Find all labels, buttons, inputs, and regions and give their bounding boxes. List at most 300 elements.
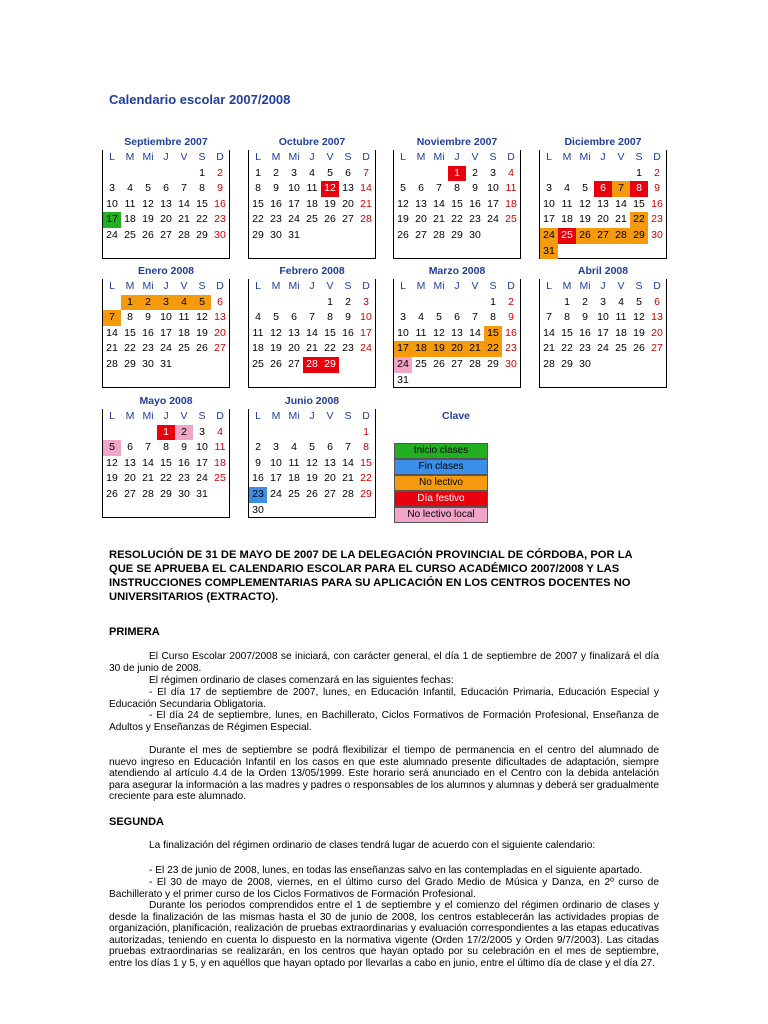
day-cell: 24 [360,342,372,355]
day-cell: 29 [451,228,463,241]
month-calendar [539,265,667,388]
empty-cell [394,295,412,311]
weekday-header: L [400,151,406,163]
day-cell: 8 [327,311,333,324]
day-cell: 15 [196,197,208,210]
day-cell: 5 [273,311,279,324]
day-cell: 19 [270,342,282,355]
day-cell: 28 [303,357,321,373]
day-cell: 20 [124,472,136,485]
day-cell: 15 [451,197,463,210]
day-cell: 27 [594,228,612,244]
day-cell: 12 [633,311,645,324]
day-cell: 20 [160,213,172,226]
day-cell: 26 [324,213,336,226]
day-cell: 12 [106,456,118,469]
weekday-header: J [454,151,460,163]
day-cell: 7 [546,311,552,324]
day-cell: 3 [400,311,406,324]
day-cell: 19 [106,472,118,485]
day-cell: 23 [249,487,267,503]
empty-cell [267,425,285,441]
day-cell: 16 [579,326,591,339]
weekday-header: J [163,280,169,292]
day-cell: 11 [615,311,627,324]
day-cell: 5 [582,182,588,195]
day-cell: 6 [454,311,460,324]
day-cell: 7 [181,182,187,195]
month-name: Noviembre 2007 [416,136,498,148]
day-cell: 29 [487,357,499,370]
day-cell: 26 [397,228,409,241]
weekday-header: L [546,280,552,292]
month-name: Diciembre 2007 [564,136,642,148]
day-cell: 9 [273,182,279,195]
day-cell: 22 [484,341,502,357]
day-cell: 17 [270,472,282,485]
legend-title: Clave [441,410,471,422]
empty-cell [612,166,630,182]
day-cell: 20 [214,326,226,339]
weekday-header: J [600,151,606,163]
month-grid [248,409,376,518]
day-cell: 30 [178,487,190,500]
day-cell: 13 [651,311,663,324]
day-cell: 7 [345,441,351,454]
weekday-header: S [198,151,206,163]
day-cell: 30 [651,228,663,241]
month-name: Febrero 2008 [279,265,345,277]
month-calendar [102,395,230,518]
day-cell: 11 [178,311,190,324]
empty-cell [448,295,466,311]
weekday-header: M [125,410,135,422]
day-cell: 8 [255,182,261,195]
weekday-header: L [109,280,115,292]
day-cell: 3 [109,182,115,195]
day-cell: 28 [178,228,190,241]
day-cell: 29 [252,228,264,241]
month-calendar [102,265,230,388]
weekday-header: V [326,151,334,163]
day-cell: 22 [160,472,172,485]
weekday-header: Mi [288,151,300,163]
weekday-header: Mi [433,280,445,292]
empty-cell [540,166,558,182]
day-cell: 2 [175,425,193,441]
day-cell: 27 [160,228,172,241]
weekday-header: D [362,151,370,163]
segunda-p4: Durante los periodos comprendidos entre el 1 de septiembre y el comienzo del régimen ordinario de clases y desde la finalización de las mismas hasta el 30 de junio de 2008, los centros establecerán las actividades propias de organización, planificación, realización de pruebas extraordinarias y evaluación correspondientes a las etapas educativas autorizadas, teniendo en cuenta lo dispuesto en la normativa vigente (Orden 17/2/2005 y Orden 9/7/2003). Las citadas pruebas extraordinarias se realizarán, en los centros que hayan optado por su celebración en el mes de septiembre, entre los días 1 y 5, y en aquéllos que hayan optado por llevarlas a cabo en junio, entre el último día de clase y el día 27. [109,900,659,969]
day-cell: 6 [418,182,424,195]
day-cell: 15 [633,197,645,210]
day-cell: 8 [127,311,133,324]
day-cell: 18 [178,326,190,339]
day-cell: 14 [142,456,154,469]
month-grid [539,279,667,388]
segunda-p2: - El 23 de junio de 2008, lunes, en todas las enseñanzas salvo en las contempladas en el siguiente apartado. [149,865,643,876]
day-cell: 29 [561,357,573,370]
day-cell: 10 [397,326,409,339]
day-cell: 24 [540,228,558,244]
day-cell: 11 [252,326,264,339]
day-cell: 27 [651,342,663,355]
month-grid [102,279,230,388]
weekday-header: L [400,280,406,292]
weekday-header: V [326,280,334,292]
day-cell: 2 [345,295,351,308]
empty-cell [103,295,121,311]
day-cell: 3 [490,166,496,179]
day-cell: 22 [196,213,208,226]
day-cell: 10 [288,182,300,195]
day-cell: 10 [360,311,372,324]
day-cell: 1 [448,166,466,182]
empty-cell [558,166,576,182]
day-cell: 28 [342,487,354,500]
weekday-header: S [489,280,497,292]
day-cell: 18 [306,197,318,210]
day-cell: 17 [360,326,372,339]
day-cell: 12 [397,197,409,210]
day-cell: 30 [252,503,264,516]
day-cell: 8 [163,441,169,454]
legend-festivo: Día festivo [394,491,488,507]
day-cell: 28 [106,357,118,370]
primera-p4: - El día 24 de septiembre, lunes, en Bachillerato, Ciclos Formativos de Formación Profesional, Enseñanza de Adultos y Enseñanzas de Régimen Especial. [109,710,659,733]
day-cell: 10 [196,441,208,454]
day-cell: 7 [103,310,121,326]
day-cell: 24 [196,472,208,485]
day-cell: 4 [175,295,193,311]
day-cell: 30 [505,357,517,370]
empty-cell [139,166,157,182]
day-cell: 22 [561,342,573,355]
day-cell: 30 [142,357,154,370]
empty-cell [540,295,558,311]
weekday-header: M [271,151,281,163]
day-cell: 18 [214,456,226,469]
day-cell: 3 [291,166,297,179]
weekday-header: V [617,151,625,163]
day-cell: 11 [505,182,517,195]
weekday-header: L [255,410,261,422]
day-cell: 4 [291,441,297,454]
day-cell: 8 [630,181,648,197]
month-calendar [102,136,230,259]
month-name: Septiembre 2007 [124,136,208,148]
day-cell: 15 [561,326,573,339]
day-cell: 2 [508,295,514,308]
day-cell: 25 [288,487,300,500]
weekday-header: Mi [288,280,300,292]
weekday-header: Mi [288,410,300,422]
weekday-header: D [216,280,224,292]
day-cell: 5 [103,440,121,456]
weekday-header: V [471,280,479,292]
day-cell: 13 [288,326,300,339]
day-cell: 19 [430,341,448,357]
day-cell: 12 [142,197,154,210]
day-cell: 25 [558,228,576,244]
day-cell: 5 [145,182,151,195]
empty-cell [103,166,121,182]
day-cell: 1 [199,166,205,179]
day-cell: 16 [142,326,154,339]
day-cell: 4 [418,311,424,324]
day-cell: 27 [214,342,226,355]
day-cell: 5 [400,182,406,195]
day-cell: 11 [415,326,427,339]
day-cell: 23 [342,342,354,355]
day-cell: 21 [142,472,154,485]
day-cell: 30 [469,228,481,241]
day-cell: 6 [654,295,660,308]
day-cell: 18 [124,213,136,226]
day-cell: 5 [636,295,642,308]
month-name: Junio 2008 [284,395,340,407]
month-grid [393,279,521,388]
day-cell: 4 [255,311,261,324]
day-cell: 9 [181,441,187,454]
day-cell: 25 [252,357,264,370]
day-cell: 9 [582,311,588,324]
month-name: Enero 2008 [137,265,195,277]
day-cell: 13 [597,197,609,210]
month-grid [539,150,667,259]
day-cell: 29 [196,228,208,241]
day-cell: 4 [508,166,514,179]
day-cell: 11 [561,197,573,210]
day-cell: 13 [214,311,226,324]
day-cell: 24 [597,342,609,355]
empty-cell [412,295,430,311]
day-cell: 11 [214,441,226,454]
day-cell: 13 [324,456,336,469]
primera-p2: El régimen ordinario de clases comenzará en las siguientes fechas: [149,675,454,686]
weekday-header: S [198,280,206,292]
day-cell: 14 [469,326,481,339]
day-cell: 12 [433,326,445,339]
day-cell: 1 [363,425,369,438]
day-cell: 28 [543,357,555,370]
day-cell: 26 [196,342,208,355]
day-cell: 16 [342,326,354,339]
empty-cell [121,425,139,441]
segunda-p3: - El 30 de mayo de 2008, viernes, en el último curso del Grado Medio de Música y Danza, en 2º curso de Bachillerato y el primer curso de los Ciclos Formativos de Formación Profesional. [109,877,659,900]
day-cell: 19 [142,213,154,226]
day-cell: 14 [543,326,555,339]
day-cell: 1 [157,425,175,441]
day-cell: 10 [160,311,172,324]
empty-cell [139,425,157,441]
day-cell: 27 [288,357,300,370]
day-cell: 29 [321,357,339,373]
weekday-header: V [180,280,188,292]
day-cell: 9 [472,182,478,195]
day-cell: 21 [106,342,118,355]
day-cell: 4 [564,182,570,195]
day-cell: 27 [415,228,427,241]
day-cell: 3 [273,441,279,454]
empty-cell [157,166,175,182]
heading-primera: PRIMERA [109,626,160,638]
day-cell: 13 [342,182,354,195]
day-cell: 8 [199,182,205,195]
day-cell: 14 [306,326,318,339]
day-cell: 12 [196,311,208,324]
day-cell: 9 [654,182,660,195]
month-grid [102,409,230,518]
day-cell: 12 [270,326,282,339]
day-cell: 28 [612,228,630,244]
day-cell: 21 [615,213,627,226]
weekday-header: J [454,280,460,292]
day-cell: 7 [363,166,369,179]
day-cell: 22 [451,213,463,226]
heading-segunda: SEGUNDA [109,816,165,828]
day-cell: 9 [345,311,351,324]
day-cell: 18 [252,342,264,355]
weekday-header: M [271,280,281,292]
day-cell: 7 [472,311,478,324]
day-cell: 6 [291,311,297,324]
day-cell: 19 [196,326,208,339]
day-cell: 24 [394,357,412,373]
day-cell: 25 [214,472,226,485]
day-cell: 28 [360,213,372,226]
weekday-header: D [507,151,515,163]
day-cell: 24 [270,487,282,500]
day-cell: 13 [160,197,172,210]
weekday-header: S [344,280,352,292]
weekday-header: S [635,151,643,163]
day-cell: 12 [321,181,339,197]
weekday-header: J [309,410,315,422]
weekday-header: S [344,151,352,163]
empty-cell [430,295,448,311]
day-cell: 27 [342,213,354,226]
day-cell: 21 [466,341,484,357]
month-name: Mayo 2008 [139,395,193,407]
empty-cell [285,295,303,311]
weekday-header: V [326,410,334,422]
day-cell: 3 [157,295,175,311]
day-cell: 26 [270,357,282,370]
month-calendar [393,136,521,259]
day-cell: 9 [217,182,223,195]
day-cell: 1 [121,295,139,311]
day-cell: 21 [306,342,318,355]
day-cell: 31 [288,228,300,241]
month-calendar [248,265,376,388]
day-cell: 24 [487,213,499,226]
weekday-header: V [180,151,188,163]
day-cell: 26 [433,357,445,370]
weekday-header: L [109,410,115,422]
day-cell: 23 [214,213,226,226]
empty-cell [594,166,612,182]
month-calendar [539,136,667,259]
day-cell: 27 [324,487,336,500]
month-grid [393,150,521,259]
day-cell: 3 [199,425,205,438]
day-cell: 27 [451,357,463,370]
weekday-header: J [309,151,315,163]
day-cell: 2 [472,166,478,179]
day-cell: 10 [543,197,555,210]
day-cell: 24 [288,213,300,226]
day-cell: 2 [654,166,660,179]
day-cell: 17 [597,326,609,339]
day-cell: 23 [579,342,591,355]
day-cell: 1 [327,295,333,308]
month-name: Octubre 2007 [278,136,346,148]
day-cell: 6 [163,182,169,195]
day-cell: 17 [543,213,555,226]
day-cell: 24 [160,342,172,355]
weekday-header: D [362,410,370,422]
day-cell: 22 [124,342,136,355]
day-cell: 15 [160,456,172,469]
weekday-header: Mi [142,151,154,163]
empty-cell [303,295,321,311]
weekday-header: M [271,410,281,422]
day-cell: 7 [309,311,315,324]
weekday-header: M [562,151,572,163]
weekday-header: D [362,280,370,292]
month-name: Abril 2008 [577,265,629,277]
day-cell: 10 [106,197,118,210]
day-cell: 30 [579,357,591,370]
day-cell: 16 [505,326,517,339]
day-cell: 26 [106,487,118,500]
day-cell: 28 [469,357,481,370]
day-cell: 17 [288,197,300,210]
day-cell: 23 [178,472,190,485]
day-cell: 3 [363,295,369,308]
day-cell: 17 [160,326,172,339]
day-cell: 12 [579,197,591,210]
day-cell: 5 [193,295,211,311]
weekday-header: Mi [579,280,591,292]
day-cell: 25 [178,342,190,355]
day-cell: 17 [103,212,121,228]
month-calendar [248,395,376,518]
day-cell: 12 [306,456,318,469]
day-cell: 13 [415,197,427,210]
day-cell: 13 [124,456,136,469]
day-cell: 16 [214,197,226,210]
day-cell: 16 [651,197,663,210]
day-cell: 6 [327,441,333,454]
segunda-p1: La finalización del régimen ordinario de clases tendrá lugar de acuerdo con el siguiente calendario: [149,840,596,851]
day-cell: 31 [397,373,409,386]
month-calendar [248,136,376,259]
day-cell: 31 [196,487,208,500]
day-cell: 22 [324,342,336,355]
primera-p5: Durante el mes de septiembre se podrá flexibilizar el tiempo de permanencia en el centro del alumnado de nuevo ingreso en Educación Infantil en los casos en que este alumnado presente dificultades de adaptación, siempre atendiendo al artículo 4.4 de la Orden 13/05/1999. Este horario será anunciado en el Centro con la debida antelación para asegurar la información a las madres y padres o responsables de los alumnos y alumnas y deberá ser gradualmente creciente para este alumnado. [109,745,659,803]
day-cell: 16 [178,456,190,469]
weekday-header: J [163,410,169,422]
day-cell: 16 [270,197,282,210]
day-cell: 2 [217,166,223,179]
empty-cell [576,166,594,182]
day-cell: 8 [454,182,460,195]
legend-nolectivo: No lectivo [394,475,488,491]
empty-cell [103,425,121,441]
weekday-header: S [635,280,643,292]
